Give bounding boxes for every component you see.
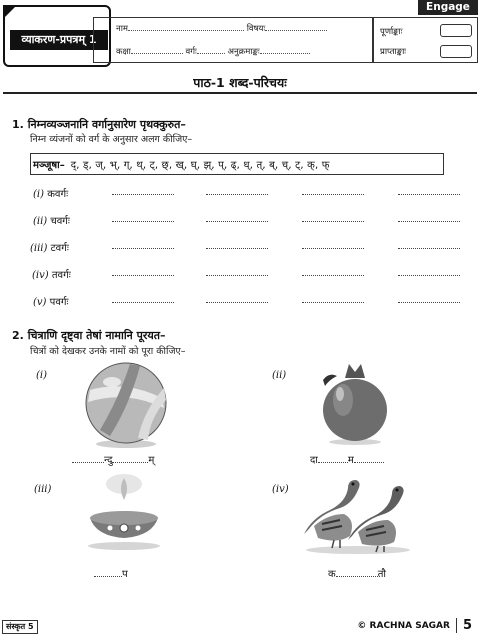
obtained-marks-input[interactable]: [440, 45, 472, 58]
caption-blank[interactable]: [354, 454, 384, 463]
footer-publisher: [357, 618, 472, 633]
row-label: टवर्गः: [50, 243, 69, 254]
answer-blank[interactable]: [112, 194, 174, 195]
row-tavarga-dental: [32, 267, 71, 281]
caption-part: म: [347, 455, 354, 466]
answer-blank[interactable]: [302, 194, 364, 195]
answer-blank[interactable]: [302, 248, 364, 249]
row-number: (i): [33, 189, 45, 200]
footer-subject-tag: संस्कृत 5: [2, 620, 38, 634]
row-number: (v): [33, 297, 47, 308]
item-number: (ii): [272, 370, 287, 381]
caption-part: तौ: [377, 569, 386, 580]
row-chavarga: [33, 213, 70, 227]
obtained-marks-label: प्राप्ताङ्काः: [380, 47, 407, 57]
caption-part: प: [122, 569, 128, 580]
caption-pomegranate: [310, 452, 384, 466]
row-tavarga-retroflex: [30, 240, 69, 254]
row-number: (iii): [30, 243, 48, 254]
answer-blank[interactable]: [398, 302, 460, 303]
roll-field[interactable]: [260, 45, 310, 54]
caption-blank[interactable]: [336, 568, 378, 577]
score-box: [373, 17, 478, 63]
answer-blank[interactable]: [398, 275, 460, 276]
page-number: 5: [456, 618, 472, 633]
row-kavarga: [33, 186, 68, 200]
answer-blank[interactable]: [206, 248, 268, 249]
subject-field[interactable]: [265, 22, 327, 31]
name-label: नाम: [116, 24, 129, 34]
tag-fold-corner: [3, 5, 17, 19]
caption-blank[interactable]: [112, 454, 148, 463]
caption-blank[interactable]: [72, 454, 104, 463]
pigeons-image: [300, 474, 416, 556]
row-pavarga: [33, 294, 69, 308]
answer-blank[interactable]: [112, 248, 174, 249]
letter-box: [30, 153, 444, 175]
name-field[interactable]: [128, 22, 244, 31]
item-number: (iv): [272, 484, 289, 495]
full-marks-input[interactable]: [440, 24, 472, 37]
row-number: (iv): [32, 270, 49, 281]
answer-blank[interactable]: [398, 248, 460, 249]
lamp-image: [82, 474, 166, 554]
lesson-title: पाठ-1 शब्द-परिचयः: [193, 75, 287, 90]
q1-title: [12, 117, 186, 132]
answer-blank[interactable]: [302, 275, 364, 276]
caption-part: म्: [148, 455, 155, 466]
box-letters: द्, ड्, ज्, भ्, ग्, थ्, ट्, छ्, ख्, घ्, झ्, प्, ढ्, ध्, त्, ब्, च्, ट्, क्, फ्: [70, 160, 330, 171]
row-label: पवर्गः: [49, 297, 69, 308]
q2-title-text: चित्राणि दृष्ट्वा तेषां नामानि पूरयत–: [27, 329, 166, 342]
answer-blank[interactable]: [206, 302, 268, 303]
section-field[interactable]: [197, 45, 225, 54]
item-number: (i): [36, 370, 48, 381]
q1-number: 1.: [12, 118, 24, 131]
title-rule: [3, 92, 477, 94]
caption-blank[interactable]: [318, 454, 348, 463]
box-label: मञ्जूषा–: [33, 160, 65, 171]
caption-part: न्दु: [104, 455, 113, 466]
answer-blank[interactable]: [302, 302, 364, 303]
answer-blank[interactable]: [398, 221, 460, 222]
q2-subtitle: चित्रों को देखकर उनके नामों को पूरा कीजिए–: [30, 346, 186, 357]
q2-title: [12, 328, 166, 343]
row-label: चवर्गः: [50, 216, 70, 227]
answer-blank[interactable]: [112, 221, 174, 222]
caption-blank[interactable]: [94, 568, 122, 577]
student-info-box: [93, 17, 373, 63]
answer-blank[interactable]: [206, 221, 268, 222]
section-label: वर्गः: [185, 47, 197, 57]
caption-part: क: [328, 569, 336, 580]
q1-title-text: निम्नव्यञ्जनानि वर्गानुसारेण पृथक्कुरुत–: [27, 118, 186, 131]
caption-ball: [72, 452, 154, 466]
answer-blank[interactable]: [206, 275, 268, 276]
caption-part: दा: [310, 455, 318, 466]
answer-blank[interactable]: [206, 194, 268, 195]
worksheet-tag-label: व्याकरण-प्रपत्रम् 1: [10, 30, 108, 50]
q2-number: 2.: [12, 329, 24, 342]
pomegranate-image: [315, 360, 395, 446]
publisher-name: © RACHNA SAGAR: [357, 620, 450, 631]
full-marks-label: पूर्णाङ्काः: [380, 27, 403, 37]
ball-image: [78, 360, 174, 450]
item-number: (iii): [34, 484, 52, 495]
roll-label: अनुक्रमाङ्कः: [227, 47, 260, 57]
row-label: कवर्गः: [47, 189, 69, 200]
answer-blank[interactable]: [112, 275, 174, 276]
row-number: (ii): [33, 216, 48, 227]
q1-subtitle: निम्न व्यंजनों को वर्ग के अनुसार अलग कीजिए–: [30, 134, 193, 145]
class-field[interactable]: [131, 45, 183, 54]
class-label: कक्षा: [116, 47, 131, 57]
subject-label: विषयः: [246, 24, 266, 34]
answer-blank[interactable]: [398, 194, 460, 195]
caption-lamp: [94, 566, 128, 580]
answer-blank[interactable]: [112, 302, 174, 303]
row-label: तवर्गः: [51, 270, 71, 281]
caption-pigeons: [328, 566, 386, 580]
answer-blank[interactable]: [302, 221, 364, 222]
engage-badge: Engage: [418, 0, 478, 15]
